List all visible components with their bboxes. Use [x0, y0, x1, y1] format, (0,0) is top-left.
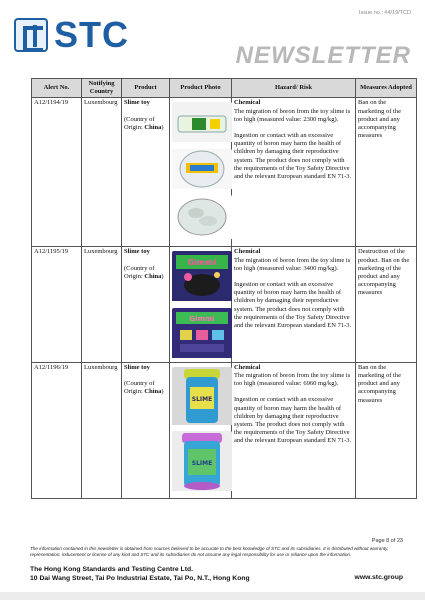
table-row — [32, 247, 417, 362]
product-photo-cell — [170, 362, 232, 498]
origin-country: China — [144, 272, 162, 280]
product-photo — [172, 251, 232, 304]
product-photo — [172, 367, 232, 428]
column-header-alert-no: Alert No. — [32, 79, 82, 98]
product-photo-cell — [170, 247, 232, 362]
origin-close: ) — [161, 272, 164, 280]
column-header-product: Product — [122, 79, 170, 98]
alert-number: A12/1195/19 — [32, 247, 82, 362]
company-name: The Hong Kong Standards and Testing Centre Ltd. — [30, 566, 193, 573]
page-footer — [0, 528, 425, 600]
stc-logo — [14, 16, 129, 54]
column-header-hazard: Hazard/ Risk — [232, 79, 356, 98]
hazard-note: Ingestion or contact with an excessive quantity of boron may harm the health of children by damaging their reproductive system. The product does not comply with the requirements of the Toy Safety Directive and the relevant European standard EN 71-3. — [234, 396, 352, 445]
measures-adopted: Destruction of the product. Ban on the marketing of the product and any accompanying measures — [356, 247, 417, 362]
hazard-cell — [232, 247, 356, 362]
origin-country: China — [144, 388, 162, 396]
product-cell — [122, 247, 170, 362]
hazard-note: Ingestion or contact with an excessive quantity of boron may harm the health of children by damaging their reproductive system. The product does not comply with the requirements of the Toy Safety Directive and the relevant European standard EN 71-3. — [234, 281, 352, 330]
measures-adopted: Ban on the marketing of the product and any accompanying measures — [356, 98, 417, 247]
product-photo — [172, 195, 232, 242]
notifying-country: Luxembourg — [82, 98, 122, 247]
product-photo-cell — [170, 98, 232, 247]
column-header-country: Notifying Country — [82, 79, 122, 98]
svg-text:Gimmi: Gimmi — [187, 258, 217, 268]
product-photo — [172, 431, 232, 494]
issue-number: Issue no.: #4/19/TCD — [359, 10, 411, 16]
hazard-note: Ingestion or contact with an excessive quantity of boron may harm the health of children by damaging their reproductive system. The product does not comply with the requirements of the Toy Safety Directive and the relevant European standard EN 71-3. — [234, 132, 352, 181]
hazard-description: The migration of boron from the toy slime is too high (measured value: 6960 mg/kg). — [234, 372, 351, 388]
measures-adopted: Ban on the marketing of the product and any accompanying measures — [356, 362, 417, 498]
hazard-description: The migration of boron from the toy slime is too high (measured value: 2300 mg/kg). — [234, 107, 351, 123]
hazard-cell — [232, 98, 356, 247]
product-photo — [172, 102, 232, 145]
footer-bar — [0, 592, 425, 600]
hazard-description: The migration of boron from the toy slime is too high (measured value: 3400 mg/kg). — [234, 256, 351, 272]
hazard-type: Chemical — [234, 363, 261, 371]
company-info — [30, 565, 250, 583]
company-address: 10 Dai Wang Street, Tai Po Industrial Estate, Tai Po, N.T., Hong Kong — [30, 575, 250, 582]
origin-close: ) — [161, 123, 164, 131]
table-row — [32, 98, 417, 247]
logo-text: STC — [54, 14, 129, 55]
svg-text:Gimmi: Gimmi — [189, 314, 215, 323]
origin-country: China — [144, 123, 162, 131]
alerts-table — [31, 78, 417, 499]
svg-text:SLIME: SLIME — [191, 460, 213, 468]
hazard-type: Chemical — [234, 99, 261, 107]
origin-label: (Country of Origin: — [124, 264, 155, 280]
product-cell — [122, 362, 170, 498]
newsletter-title: NEWSLETTER — [235, 42, 411, 69]
product-name: Slime toy — [124, 99, 150, 107]
disclaimer: The information contained in this newsletter is obtained from sources believed to be accurate to the best knowledge of STC and its subsidiaries. It is distributed without warranty, representation, inducement or license of any kind and STC and its subsidiaries do not assume any legal responsibility for use or reliance upon the information. — [30, 546, 389, 557]
column-header-photo: Product Photo — [170, 79, 232, 98]
alert-number: A12/1196/19 — [32, 362, 82, 498]
table-row — [32, 362, 417, 498]
product-name: Slime toy — [124, 248, 150, 256]
product-name: Slime toy — [124, 363, 150, 371]
newsletter-header — [0, 0, 425, 78]
hazard-type: Chemical — [234, 248, 261, 256]
page-number: Page 8 of 23 — [371, 538, 403, 544]
product-photo — [172, 149, 232, 192]
product-cell — [122, 98, 170, 247]
stc-logo-icon — [14, 18, 48, 52]
hazard-cell — [232, 362, 356, 498]
product-photo — [172, 308, 232, 361]
website-link[interactable]: www.stc.group — [354, 574, 403, 581]
svg-text:SLIME: SLIME — [191, 395, 213, 403]
table-header-row — [32, 79, 417, 98]
origin-close: ) — [161, 388, 164, 396]
alert-number: A12/1194/19 — [32, 98, 82, 247]
notifying-country: Luxembourg — [82, 247, 122, 362]
notifying-country: Luxembourg — [82, 362, 122, 498]
origin-label: (Country of Origin: — [124, 380, 155, 396]
column-header-measures: Measures Adopted — [356, 79, 417, 98]
origin-label: (Country of Origin: — [124, 115, 155, 131]
